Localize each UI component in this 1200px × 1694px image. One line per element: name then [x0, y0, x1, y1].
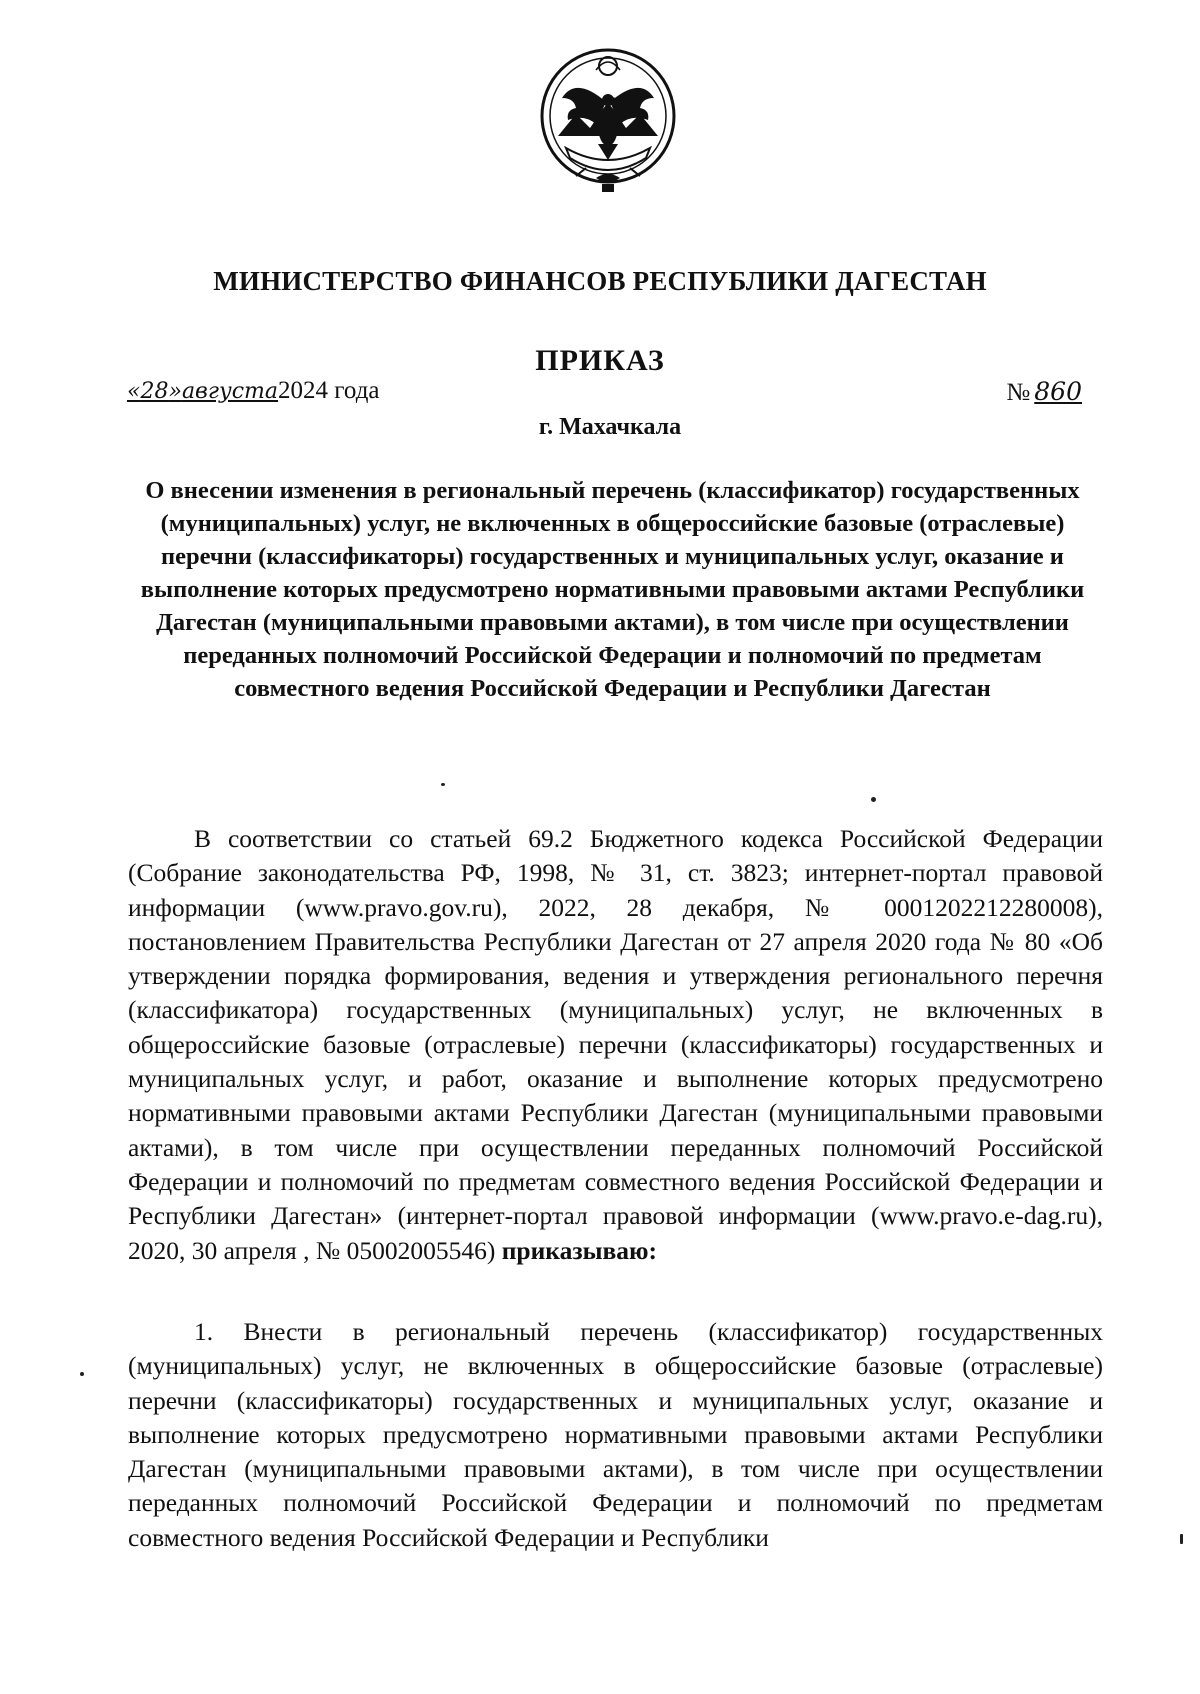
order-number-prefix: №: [1006, 379, 1031, 406]
date-month: августа: [181, 379, 279, 404]
body-paragraph-item-1: 1. Внести в региональный перечень (классификатор) государственных (муниципальных) услуг, не включенных в общероссийские базовые (отраслевые) перечни (классификаторы) государственных и муниципальных услуг, оказание и выполнение которых предусмотрено нормативными правовыми актами Республики Дагестан (муниципальными правовыми актами), в том числе при осуществлении переданных полномочий Российской Федерации и полномочий по предметам совместного ведения Российской Федерации и Республики: [128, 1317, 1103, 1552]
scan-speck: [1180, 1534, 1183, 1544]
date-year: 2024 года: [278, 377, 380, 404]
date-day: 28: [140, 379, 169, 404]
ministry-title: МИНИСТЕРСТВО ФИНАНСОВ РЕСПУБЛИКИ ДАГЕСТАН: [213, 266, 987, 296]
date-mid-quote: »: [168, 379, 182, 404]
coat-of-arms-emblem: [536, 40, 680, 200]
scan-speck: [441, 783, 445, 786]
order-number: [1006, 377, 1082, 407]
order-date: [127, 377, 380, 405]
order-number-value: 860: [1034, 377, 1082, 406]
city-name: г. Махачкала: [538, 414, 682, 440]
order-subject: О внесении изменения в региональный перечень (классификатор) государственных (муниципальных) услуг, не включенных в общероссийские базовые (отраслевые) перечни (классификаторы) государственных и муниципальных услуг, оказание и выполнение которых предусмотрено нормативными правовыми актами Республики Дагестан (муниципальными правовыми актами), в том числе при осуществлении переданных полномочий Российской Федерации и полномочий по предметам совместного ведения Российской Федерации и Республики Дагестан: [140, 477, 1085, 702]
date-open-quote: «: [127, 379, 141, 404]
order-command: приказываю:: [501, 1235, 658, 1265]
document-type-title: ПРИКАЗ: [535, 344, 665, 377]
scan-speck: [80, 1372, 84, 1376]
scan-speck: [871, 797, 876, 802]
body-paragraph-preamble: [128, 822, 1103, 1268]
preamble-text: В соответствии со статьей 69.2 Бюджетного кодекса Российской Федерации (Собрание законодательства РФ, 1998, № 31, ст. 3823; интернет-портал правовой информации (www.pravo.gov.ru), 2022, 28 декабря, № 0001202212280008), постановлением Правительства Республики Дагестан от 27 апреля 2020 года № 80 «Об утверждении порядка формирования, ведения и утверждения регионального перечня (классификатора) государственных (муниципальных) услуг, не включенных в общероссийские базовые (отраслевые) перечни (классификаторы) государственных и муниципальных услуг, и работ, оказание и выполнение которых предусмотрено нормативными правовыми актами Республики Дагестан (муниципальными правовыми актами), в том числе при осуществлении переданных полномочий Российской Федерации и полномочий по предметам совместного ведения Российской Федерации и Республики Дагестан» (интернет-портал правовой информации (www.pravo.e-dag.ru), 2020, 30 апреля , № 05002005546): [128, 824, 1103, 1265]
